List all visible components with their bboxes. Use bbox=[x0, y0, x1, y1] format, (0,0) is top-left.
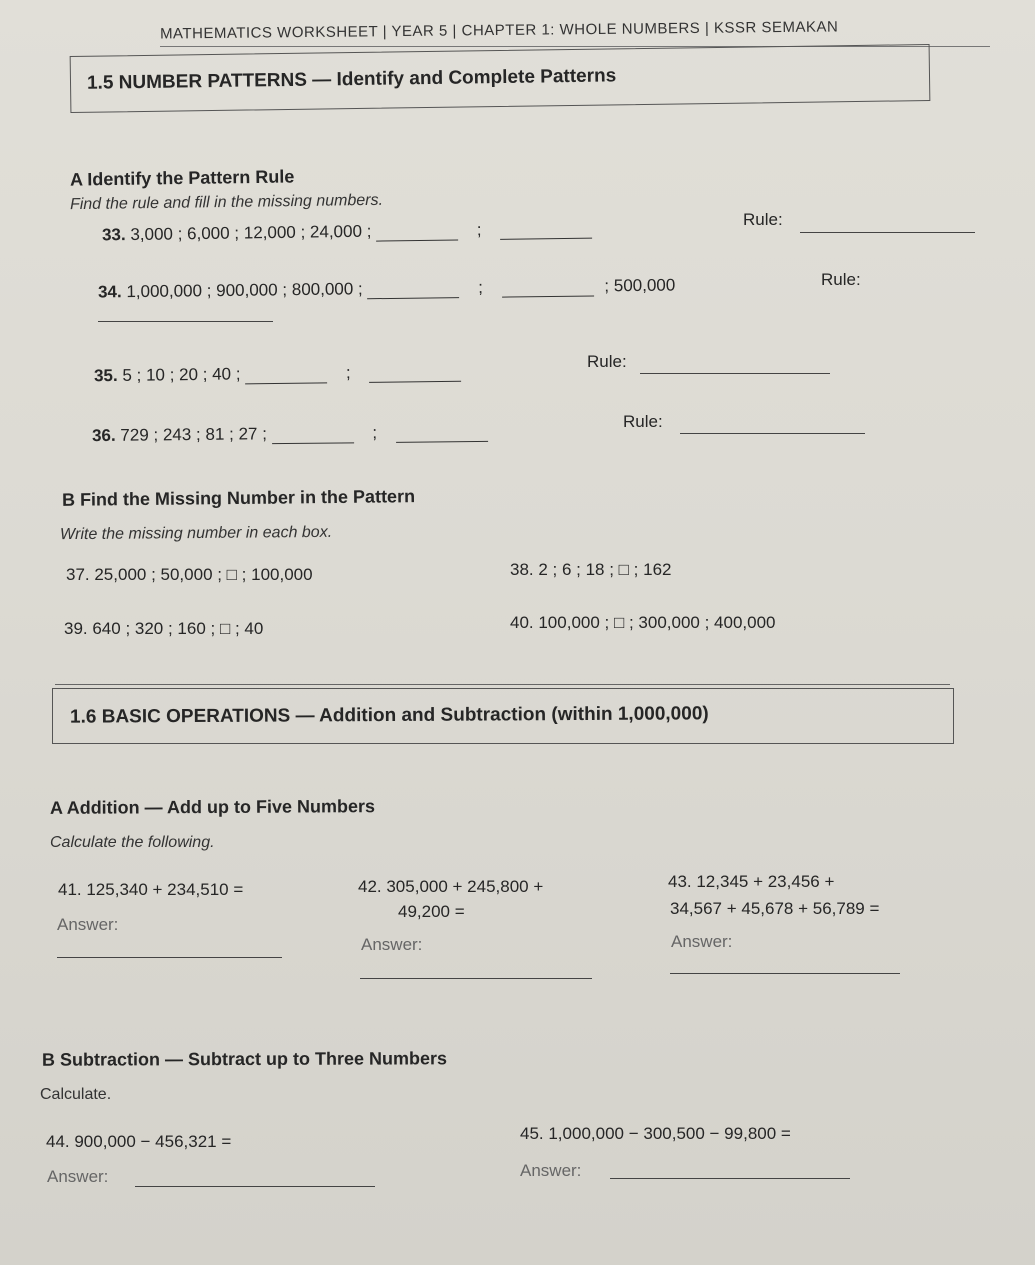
rule-blank[interactable] bbox=[680, 433, 865, 434]
rule-blank[interactable] bbox=[800, 232, 975, 233]
question-36 bbox=[92, 422, 488, 446]
section-15-title: 1.5 NUMBER PATTERNS — Identify and Complete Patterns bbox=[86, 65, 617, 94]
rule-blank[interactable] bbox=[98, 321, 273, 322]
question-43-line-1: 43. 12,345 + 23,456 + bbox=[668, 872, 835, 891]
answer-blank[interactable] bbox=[396, 423, 488, 443]
answer-label: Answer: bbox=[47, 1167, 109, 1186]
addition-title: A Addition — Add up to Five Numbers bbox=[49, 796, 376, 818]
answer-blank[interactable] bbox=[369, 363, 461, 383]
question-44: 44. 900,000 − 456,321 = bbox=[46, 1132, 232, 1151]
subtraction-title: B Subtraction — Subtract up to Three Numbers bbox=[41, 1048, 448, 1070]
answer-blank[interactable] bbox=[610, 1178, 850, 1179]
answer-label: Answer: bbox=[361, 935, 423, 954]
rule-label: Rule: bbox=[743, 210, 783, 229]
question-40: 40. 100,000 ; □ ; 300,000 ; 400,000 bbox=[510, 613, 776, 632]
question-39: 39. 640 ; 320 ; 160 ; □ ; 40 bbox=[64, 619, 264, 638]
answer-blank[interactable] bbox=[135, 1186, 375, 1187]
section-15-title-box bbox=[70, 44, 931, 113]
rule-label: Rule: bbox=[623, 412, 663, 431]
question-number: 34. bbox=[97, 282, 122, 302]
section-16-title-box bbox=[52, 688, 954, 744]
answer-blank[interactable] bbox=[670, 973, 900, 974]
question-43-line-2: 34,567 + 45,678 + 56,789 = bbox=[670, 899, 880, 918]
part-b-instruction: Write the missing number in each box. bbox=[59, 523, 333, 544]
question-35 bbox=[94, 362, 462, 386]
answer-blank[interactable] bbox=[376, 221, 458, 241]
answer-blank[interactable] bbox=[367, 279, 459, 299]
answer-blank[interactable] bbox=[500, 220, 592, 240]
answer-blank[interactable] bbox=[57, 957, 282, 958]
question-45: 45. 1,000,000 − 300,500 − 99,800 = bbox=[520, 1124, 791, 1143]
answer-label: Answer: bbox=[671, 932, 733, 951]
divider bbox=[55, 684, 950, 685]
part-a-instruction: Find the rule and fill in the missing numbers. bbox=[69, 191, 384, 214]
sequence: 729 ; 243 ; 81 ; 27 ; bbox=[120, 424, 267, 445]
separator: ; bbox=[478, 277, 484, 297]
answer-blank[interactable] bbox=[360, 978, 592, 979]
rule-label: Rule: bbox=[587, 352, 627, 371]
question-42-line-1: 42. 305,000 + 245,800 + bbox=[358, 877, 544, 896]
answer-blank[interactable] bbox=[245, 364, 327, 384]
rule-blank[interactable] bbox=[640, 373, 830, 374]
sequence-tail: ; 500,000 bbox=[604, 275, 676, 296]
question-41: 41. 125,340 + 234,510 = bbox=[58, 880, 244, 899]
separator: ; bbox=[372, 423, 378, 443]
question-37: 37. 25,000 ; 50,000 ; □ ; 100,000 bbox=[66, 565, 313, 584]
addition-instruction: Calculate the following. bbox=[50, 834, 215, 851]
question-number: 33. bbox=[101, 225, 126, 245]
separator: ; bbox=[476, 220, 482, 240]
sequence: 3,000 ; 6,000 ; 12,000 ; 24,000 ; bbox=[130, 221, 372, 245]
answer-label: Answer: bbox=[520, 1161, 582, 1180]
part-a-title: A Identify the Pattern Rule bbox=[69, 166, 295, 190]
answer-blank[interactable] bbox=[502, 277, 594, 297]
sequence: 5 ; 10 ; 20 ; 40 ; bbox=[122, 364, 241, 385]
question-38: 38. 2 ; 6 ; 18 ; □ ; 162 bbox=[510, 560, 672, 579]
question-number: 35. bbox=[93, 365, 118, 386]
question-number: 36. bbox=[91, 425, 116, 446]
subtraction-instruction: Calculate. bbox=[40, 1086, 112, 1103]
question-42-line-2: 49,200 = bbox=[398, 902, 465, 921]
worksheet-header: MATHEMATICS WORKSHEET | YEAR 5 | CHAPTER 1: WHOLE NUMBERS | KSSR SEMAKAN bbox=[159, 18, 839, 43]
separator: ; bbox=[345, 363, 351, 383]
answer-label: Answer: bbox=[57, 915, 119, 934]
part-b-title: B Find the Missing Number in the Pattern bbox=[61, 486, 416, 510]
question-34 bbox=[98, 275, 675, 302]
answer-blank[interactable] bbox=[272, 424, 354, 444]
rule-label: Rule: bbox=[821, 270, 861, 289]
section-16-title: 1.6 BASIC OPERATIONS — Addition and Subtraction (within 1,000,000) bbox=[69, 703, 709, 728]
sequence: 1,000,000 ; 900,000 ; 800,000 ; bbox=[126, 279, 363, 302]
question-33 bbox=[102, 219, 593, 246]
